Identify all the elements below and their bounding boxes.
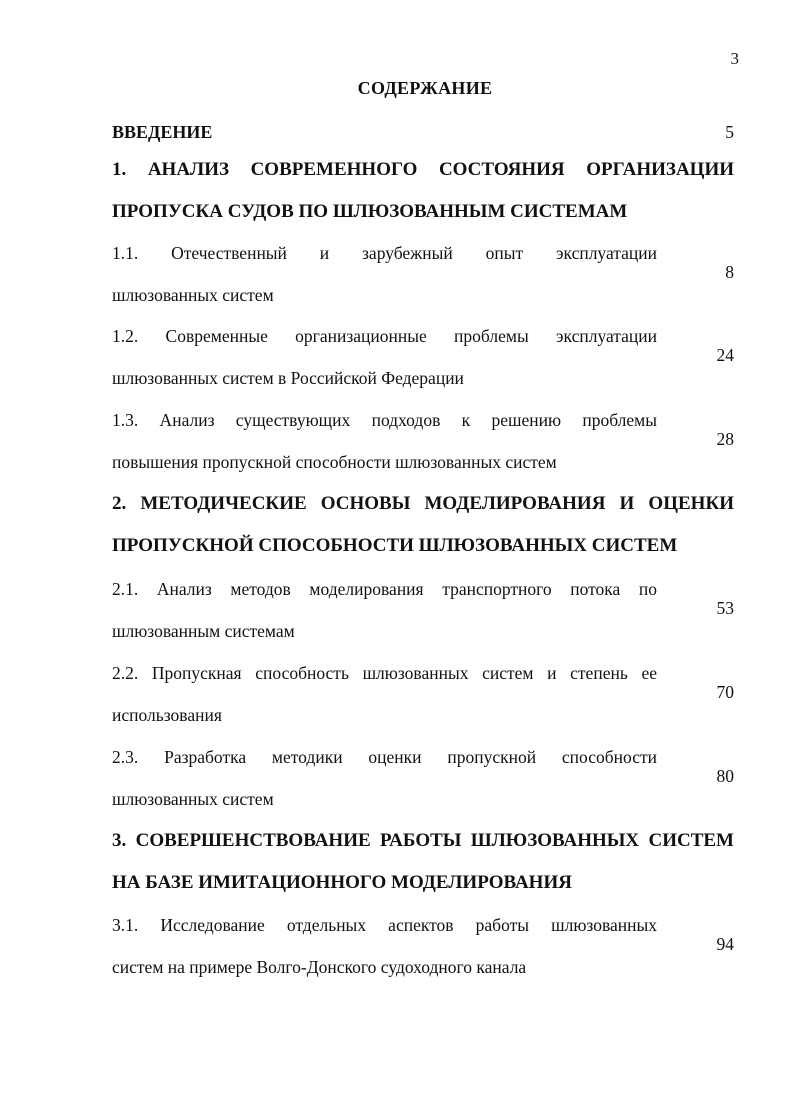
section-line1: 3.1. Исследование отдельных аспектов работы шлюзованных [112,915,657,935]
chapter-heading-line1: 2. МЕТОДИЧЕСКИЕ ОСНОВЫ МОДЕЛИРОВАНИЯ И ОЦЕНКИ [112,493,734,514]
toc-section-1-2[interactable] [112,315,734,399]
section-text [112,568,657,652]
section-line1: 2.3. Разработка методики оценки пропускной способности [112,747,657,767]
section-line2: шлюзованных систем [112,285,274,305]
section-line2: шлюзованным системам [112,621,295,641]
section-line1: 2.1. Анализ методов моделирования транспортного потока по [112,579,657,599]
section-page: 53 [716,598,734,618]
chapter-heading-text [112,149,734,233]
section-line2: шлюзованных систем [112,789,274,809]
section-text [112,736,657,820]
chapter-heading-line2: ПРОПУСКА СУДОВ ПО ШЛЮЗОВАННЫМ СИСТЕМАМ [112,201,628,222]
page-number: 3 [730,49,739,68]
section-line2: шлюзованных систем в Российской Федерации [112,368,464,388]
chapter-heading-line2: ПРОПУСКНОЙ СПОСОБНОСТИ ШЛЮЗОВАННЫХ СИСТЕМ [112,535,678,556]
section-line1: 1.2. Современные организационные проблемы эксплуатации [112,326,657,346]
toc-entry-page: 5 [725,122,734,142]
section-page: 80 [716,766,734,786]
section-line1: 1.1. Отечественный и зарубежный опыт эксплуатации [112,243,657,263]
section-line2: повышения пропускной способности шлюзованных систем [112,452,557,472]
section-page: 28 [716,429,734,449]
section-page: 24 [716,345,734,365]
toc-section-2-3[interactable] [112,736,734,820]
chapter-heading-line1: 1. АНАЛИЗ СОВРЕМЕННОГО СОСТОЯНИЯ ОРГАНИЗАЦИИ [112,159,734,180]
toc-title: СОДЕРЖАНИЕ [357,78,493,98]
section-line2: использования [112,705,222,725]
section-text [112,315,657,399]
toc-section-1-3[interactable] [112,399,734,483]
section-line1: 2.2. Пропускная способность шлюзованных систем и степень ее [112,663,657,683]
toc-section-1-1[interactable] [112,232,734,316]
toc-section-2-2[interactable] [112,652,734,736]
section-line1: 1.3. Анализ существующих подходов к решению проблемы [112,410,657,430]
section-line2: систем на примере Волго-Донского судоходного канала [112,957,527,977]
section-page: 70 [716,682,734,702]
toc-entry-label: ВВЕДЕНИЕ [112,122,213,142]
toc-entry-introduction[interactable] [112,111,734,153]
section-text [112,652,657,736]
toc-chapter-1[interactable] [112,149,734,233]
chapter-heading-text [112,820,734,904]
section-text [112,399,657,483]
toc-section-3-1[interactable] [112,904,734,988]
section-page: 8 [725,262,734,282]
section-text [112,904,657,988]
toc-chapter-3[interactable] [112,820,734,904]
chapter-heading-line1: 3. СОВЕРШЕНСТВОВАНИЕ РАБОТЫ ШЛЮЗОВАННЫХ СИСТЕМ [112,830,734,851]
toc-section-2-1[interactable] [112,568,734,652]
toc-chapter-2[interactable] [112,483,734,567]
chapter-heading-text [112,483,734,567]
section-page: 94 [716,934,734,954]
section-text [112,232,657,316]
chapter-heading-line2: НА БАЗЕ ИМИТАЦИОННОГО МОДЕЛИРОВАНИЯ [112,872,572,893]
